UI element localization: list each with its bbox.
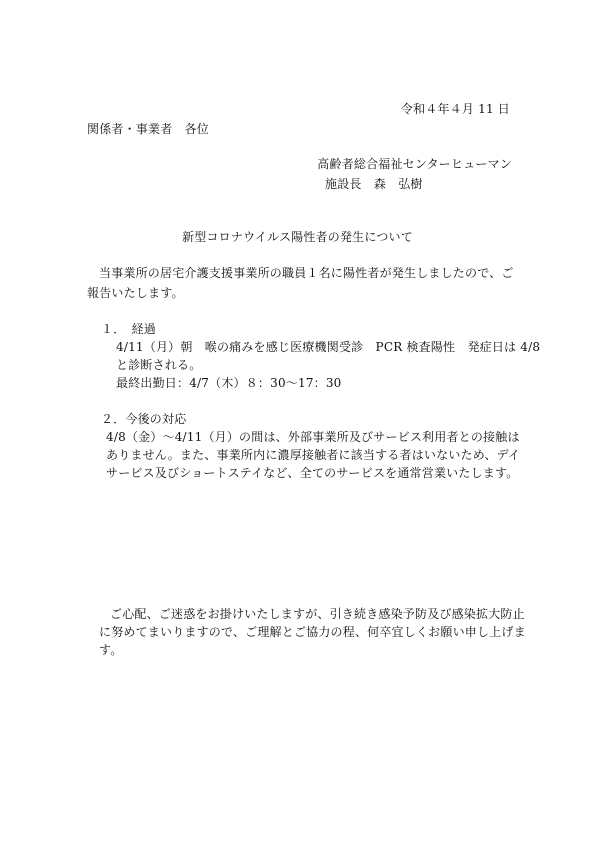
- intro-line: 報告いたします。: [87, 286, 184, 300]
- section-response-line: 4/8（金）〜4/11（月）の間は、外部事業所及びサービス利用者との接触は: [106, 430, 520, 444]
- document-title: 新型コロナウイルス陽性者の発生について: [182, 230, 413, 244]
- section-heading-progress: １． 経過: [101, 322, 157, 336]
- section-response-line: ありません。また、事業所内に濃厚接触者に該当する者はいないため、デイ: [106, 448, 521, 462]
- section-heading-response: ２．今後の対応: [101, 412, 187, 426]
- closing-line: す。: [99, 643, 123, 657]
- section-response-line: サービス及びショートステイなど、全てのサービスを通常営業いたします。: [106, 466, 519, 480]
- document-date: 令和４年４月 11 日: [400, 102, 510, 116]
- addressee: 関係者・事業者 各位: [87, 122, 210, 136]
- sender-organization: 高齢者総合福祉センターヒューマン: [317, 157, 512, 171]
- section-progress-line: 最終出勤日：4/7（木）８：30〜17：30: [116, 376, 342, 390]
- sender-name: 施設長 森 弘樹: [325, 177, 423, 191]
- section-progress-line: 4/11（月）朝 喉の痛みを感じ医療機関受診 PCR 検査陽性 発症日は 4/8: [116, 340, 541, 354]
- closing-line: に努めてまいりますので、ご理解とご協力の程、何卒宜しくお願い申し上げま: [99, 625, 526, 639]
- closing-line: ご心配、ご迷惑をお掛けいたしますが、引き続き感染予防及び感染拡大防止: [110, 607, 525, 621]
- intro-line: 当事業所の居宅介護支援事業所の職員１名に陽性者が発生しましたので、ご: [99, 266, 514, 280]
- section-progress-line: と診断される。: [116, 358, 202, 372]
